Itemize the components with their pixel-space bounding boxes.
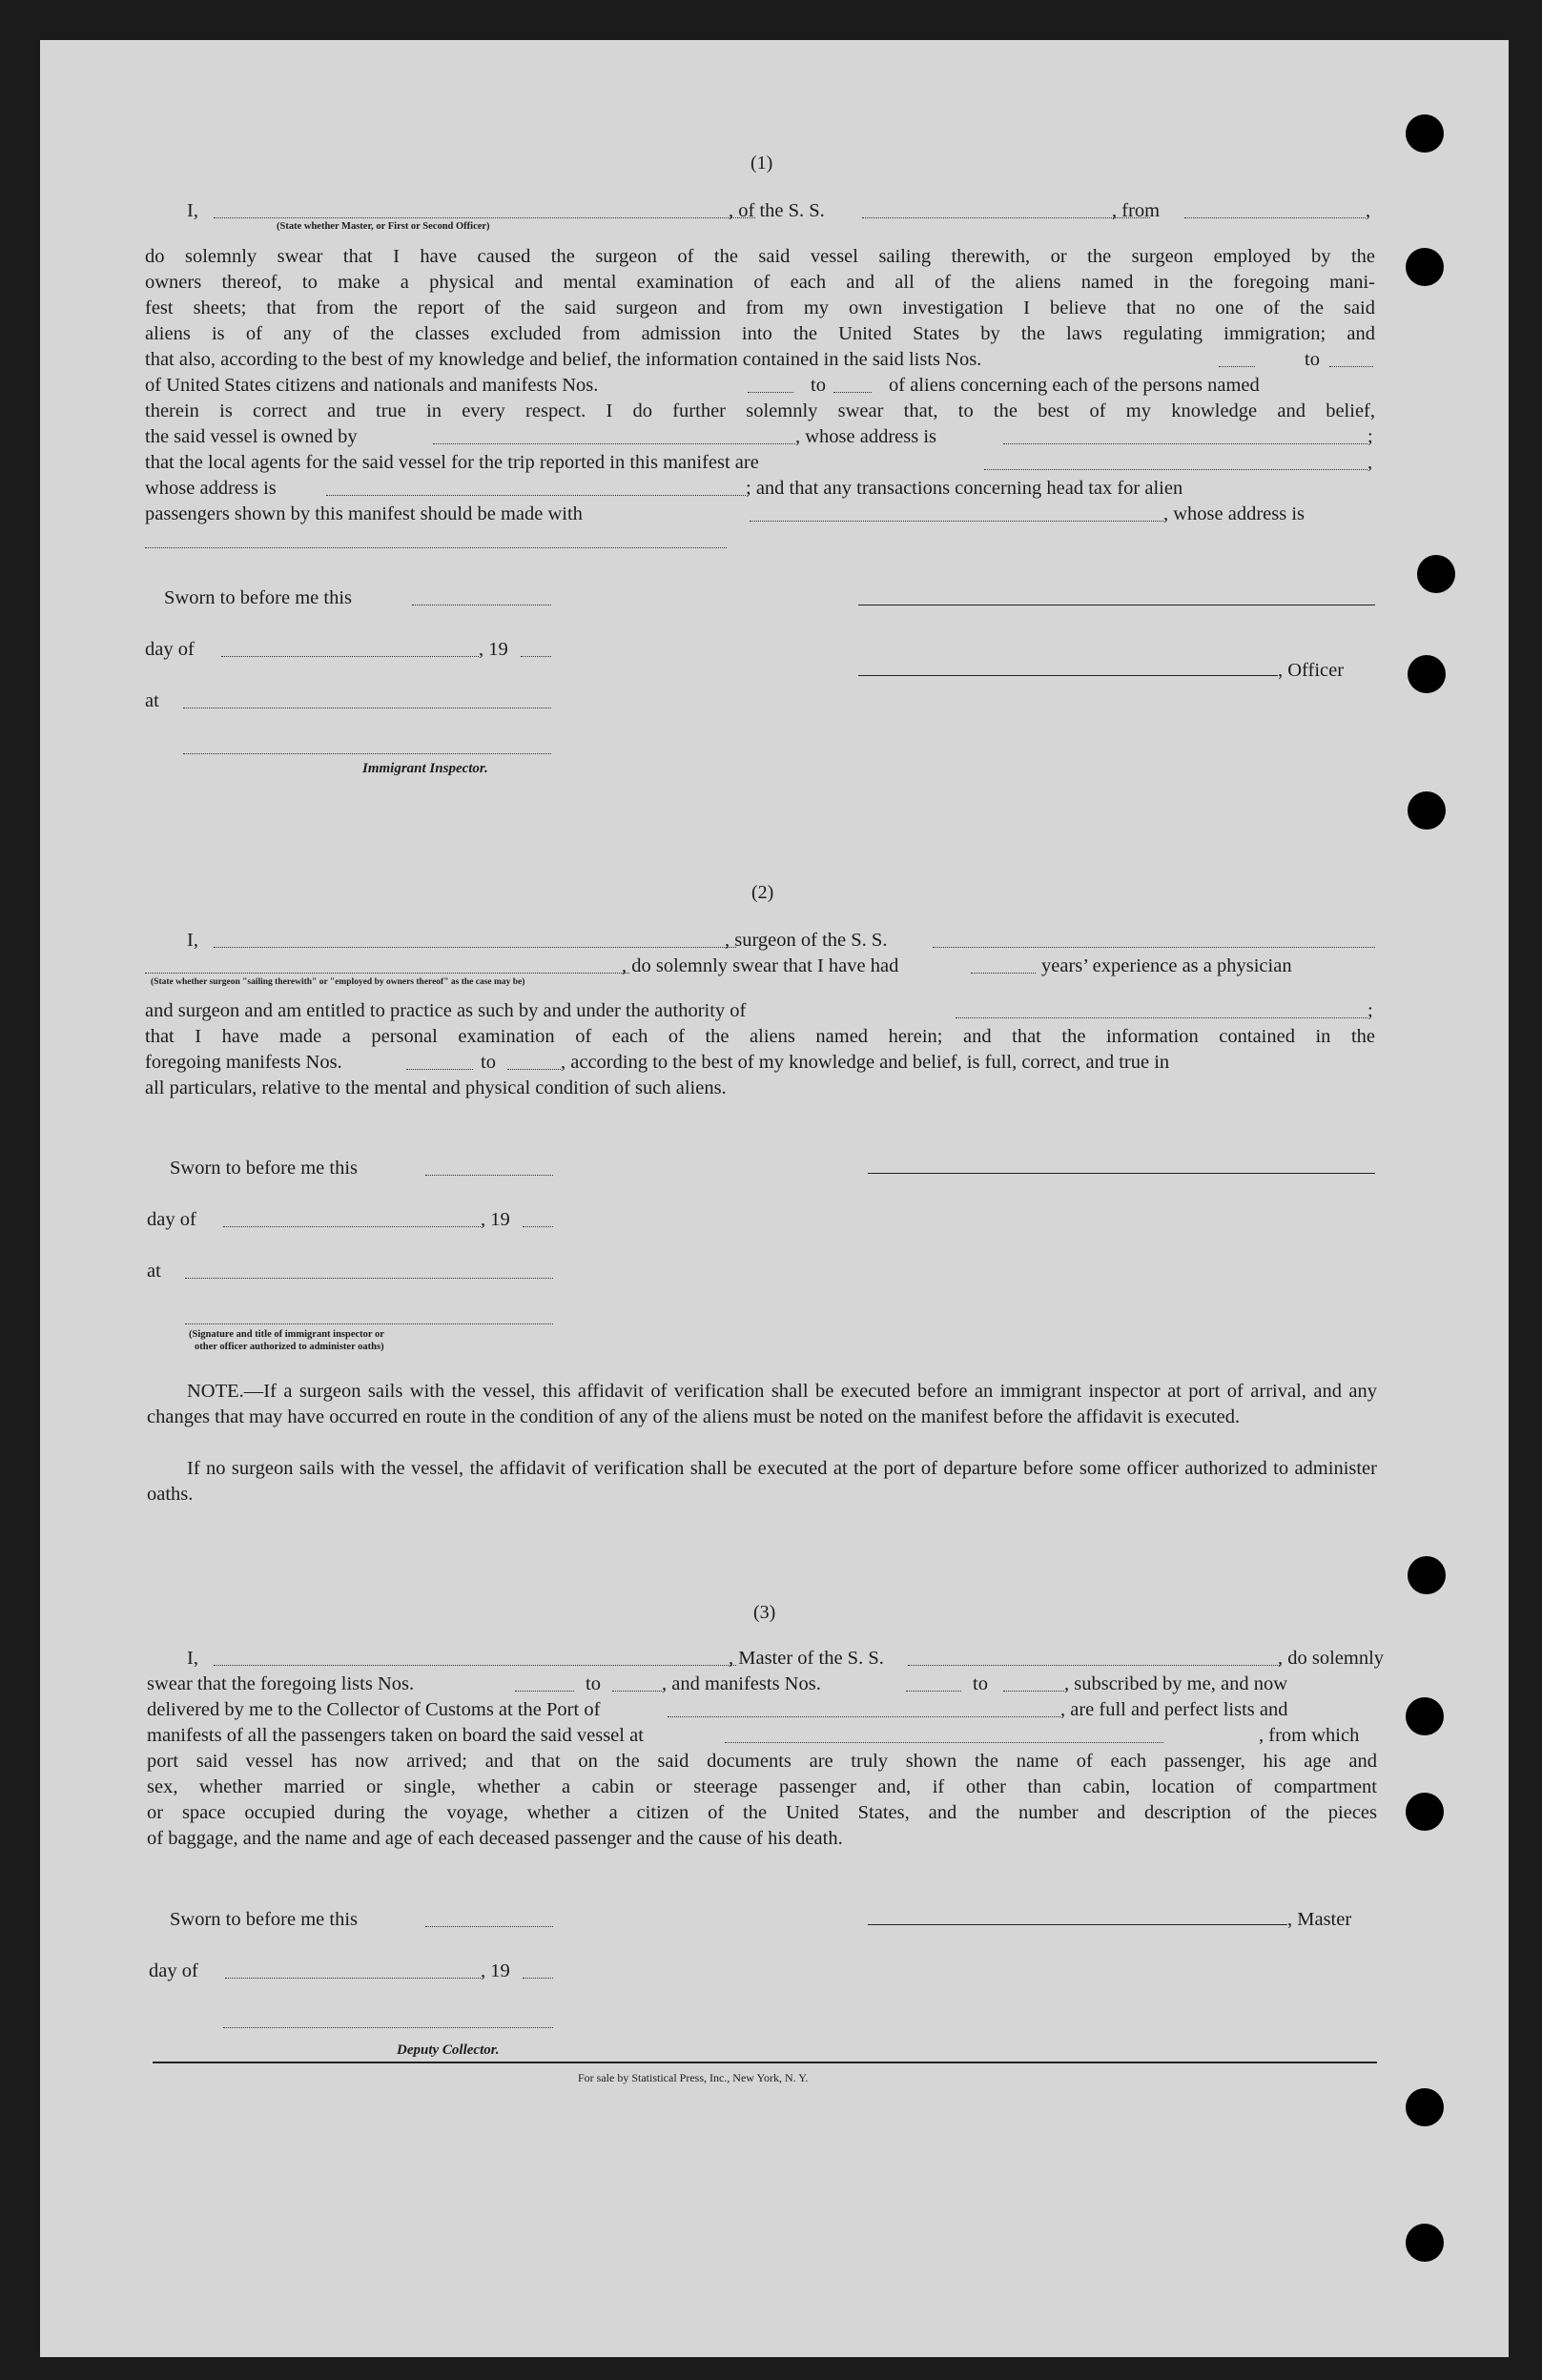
oath-line: ; [1367, 426, 1373, 447]
oath-line: owners thereof, to make a physical and mental examination of each and all of the aliens named in the foregoing mani- [145, 272, 1375, 293]
oath-line: that also, according to the best of my knowledge and belief, the information contained in the said lists Nos. [145, 349, 982, 370]
surgeon-line: that I have made a personal examination of each of the aliens named herein; and that the information contained in the [145, 1026, 1375, 1047]
section-3-heading: (3) [753, 1602, 776, 1623]
sworn-label: Sworn to before me this [164, 587, 352, 608]
signature-hint: other officer authorized to administer oaths) [195, 1342, 384, 1352]
collector-signature-field[interactable] [223, 2027, 553, 2028]
at-field[interactable] [185, 1278, 553, 1279]
vessel-name-field[interactable] [862, 217, 1150, 218]
owner-field[interactable] [433, 443, 795, 444]
at-label: at [145, 690, 159, 711]
master-line: , are full and perfect lists and [1060, 1699, 1288, 1720]
day-of-field[interactable] [225, 1978, 481, 1979]
oath-line: do solemnly swear that I have caused the surgeon of the said vessel sailing therewith, or the surgeon employed by the [145, 246, 1375, 267]
oath-line: that the local agents for the said vessel for the trip reported in this manifest are [145, 452, 759, 473]
oath-comma: , [1366, 200, 1371, 221]
at-label: at [147, 1261, 161, 1282]
agents-address-field[interactable] [326, 495, 746, 496]
surgeon-line: , do solemnly swear that I have had [622, 955, 899, 976]
sworn-label: Sworn to before me this [170, 1158, 358, 1179]
inspector-signature-field[interactable] [185, 1323, 553, 1324]
punch-hole-icon [1406, 2088, 1444, 2126]
surgeon-of-ss: , surgeon of the S. S. [725, 930, 888, 951]
master-lists-from-field[interactable] [515, 1691, 574, 1692]
master-line: delivered by me to the Collector of Customs at the Port of [147, 1699, 601, 1720]
publisher-footer: For sale by Statistical Press, Inc., New York, N. Y. [578, 2071, 809, 2084]
sworn-label: Sworn to before me this [170, 1909, 358, 1930]
oath-to: to [811, 375, 826, 396]
section-2-heading: (2) [751, 882, 774, 903]
punch-hole-icon [1408, 655, 1446, 693]
oath-line: , [1367, 452, 1373, 473]
year-field[interactable] [523, 1226, 553, 1227]
master-vessel-field[interactable] [908, 1665, 1280, 1666]
officer-hint: (State whether Master, or First or Second Officer) [277, 221, 490, 232]
master-to: to [586, 1673, 601, 1694]
lists-to-field[interactable] [1329, 366, 1373, 367]
day-of-field[interactable] [221, 656, 479, 657]
note-text: —If a surgeon sails with the vessel, this affidavit of verification shall be executed before an immigrant inspector at port of arrival, and any changes that may have occurred en route in the condition of any of the aliens must be noted on the manifest before the affidavit is executed. [147, 1381, 1377, 1427]
surgeon-line: years’ experience as a physician [1041, 955, 1292, 976]
form-page [40, 40, 1509, 2357]
master-label: , Master [1287, 1909, 1352, 1930]
day-of-label: day of [149, 1960, 198, 1981]
surgeon-to: to [481, 1052, 496, 1073]
oath-line: ; and that any transactions concerning head tax for alien [746, 478, 1183, 499]
note-label: NOTE. [187, 1381, 244, 1402]
lists-from-field[interactable] [1219, 366, 1255, 367]
master-line: swear that the foregoing lists Nos. [147, 1673, 415, 1694]
oath-line: aliens is of any of the classes excluded from admission into the United States by the laws regulating immigration; and [145, 323, 1375, 344]
note-paragraph: If no surgeon sails with the vessel, the affidavit of verification shall be executed at the port of departure before some officer authorized to administer oaths. [147, 1458, 1377, 1505]
signature-hint: (Signature and title of immigrant inspector or [189, 1329, 384, 1340]
master-line: of baggage, and the name and age of each deceased passenger and the cause of his death. [147, 1828, 843, 1849]
master-lists-to-field[interactable] [612, 1691, 662, 1692]
customs-port-field[interactable] [668, 1716, 1060, 1717]
oath-line: fest sheets; that from the report of the said surgeon and from my own investigation I believe that no one of the said [145, 298, 1375, 318]
surgeon-vessel-field[interactable] [933, 947, 1375, 948]
punch-hole-icon [1406, 1697, 1444, 1735]
oath-line: whose address is [145, 478, 277, 499]
master-manifests-to-field[interactable] [1003, 1691, 1064, 1692]
day-of-field[interactable] [223, 1226, 481, 1227]
surgeon-line: and surgeon and am entitled to practice as such by and under the authority of [145, 1000, 747, 1021]
year-field[interactable] [523, 1978, 553, 1979]
section-1-heading: (1) [750, 153, 773, 174]
master-signature-line[interactable] [868, 1924, 1287, 1925]
oath-line: passengers shown by this manifest should be made with [145, 503, 583, 524]
master-line: , and manifests Nos. [662, 1673, 821, 1694]
master-line: port said vessel has now arrived; and that on the said documents are truly shown the name of each passenger, his age and [147, 1751, 1377, 1772]
footer-rule [153, 2062, 1377, 2063]
surgeon-line: foregoing manifests Nos. [145, 1052, 342, 1073]
year-label: , 19 [481, 1960, 510, 1981]
oath-line: , whose address is [1163, 503, 1306, 524]
officer-label: , Officer [1278, 660, 1345, 681]
surgeon-name-field[interactable] [214, 947, 736, 948]
master-line: sex, whether married or single, whether a cabin or steerage passenger and, if other than cabin, location of compartment [147, 1776, 1377, 1797]
manifests-to-field[interactable] [833, 392, 872, 393]
oath-line: therein is correct and true in every respect. I do further solemnly swear that, to the best of my knowledge and belief, [145, 400, 1375, 421]
oath-from: , from [1112, 200, 1161, 221]
punch-hole-icon [1408, 1556, 1446, 1594]
punch-hole-icon [1417, 555, 1455, 593]
years-experience-field[interactable] [971, 973, 1036, 974]
master-manifests-from-field[interactable] [906, 1691, 961, 1692]
day-of-label: day of [145, 639, 195, 660]
punch-hole-icon [1406, 114, 1444, 153]
year-label: , 19 [481, 1209, 510, 1230]
day-of-label: day of [147, 1209, 196, 1230]
surgeon-line: ; [1367, 1000, 1373, 1021]
oath-to: to [1305, 349, 1320, 370]
sworn-date-field[interactable] [425, 1926, 553, 1927]
boarding-port-field[interactable] [725, 1742, 1163, 1743]
master-to: to [973, 1673, 988, 1694]
master-of-ss: , Master of the S. S. [729, 1648, 884, 1669]
head-tax-address-field[interactable] [145, 547, 727, 548]
surgeon-line: , according to the best of my knowledge and belief, is full, correct, and true in [561, 1052, 1170, 1073]
master-line: manifests of all the passengers taken on board the said vessel at [147, 1725, 644, 1746]
manifests-from-field[interactable] [748, 392, 793, 393]
sworn-date-field[interactable] [425, 1175, 553, 1176]
oath-i-label: I, [187, 200, 198, 221]
deputy-collector-label: Deputy Collector. [397, 2042, 500, 2058]
surgeon-line: all particulars, relative to the mental and physical condition of such aliens. [145, 1077, 727, 1098]
master-i-label: I, [187, 1648, 198, 1669]
oath-line: of United States citizens and nationals and manifests Nos. [145, 375, 599, 396]
head-tax-contact-field[interactable] [750, 521, 1163, 522]
surgeon-manifests-from-field[interactable] [406, 1069, 473, 1070]
master-line: , from which [1259, 1725, 1360, 1746]
punch-hole-icon [1406, 248, 1444, 286]
surgeon-status-field[interactable] [145, 973, 629, 974]
punch-hole-icon [1408, 791, 1446, 830]
agents-field[interactable] [984, 469, 1367, 470]
master-line: or space occupied during the voyage, whether a citizen of the United States, and the number and description of the pieces [147, 1802, 1377, 1823]
oath-line: , whose address is [795, 426, 937, 447]
punch-hole-icon [1406, 2224, 1444, 2262]
inspector-signature-field[interactable] [183, 753, 551, 754]
authority-field[interactable] [956, 1017, 1367, 1018]
master-name-field[interactable] [214, 1665, 736, 1666]
inspector-label: Immigrant Inspector. [362, 761, 488, 776]
master-line: , do solemnly [1278, 1648, 1385, 1669]
port-from-field[interactable] [1184, 217, 1366, 218]
oath-line: the said vessel is owned by [145, 426, 358, 447]
owner-address-field[interactable] [1003, 443, 1367, 444]
surgeon-manifests-to-field[interactable] [507, 1069, 561, 1070]
master-line: , subscribed by me, and now [1064, 1673, 1287, 1694]
year-label: , 19 [479, 639, 508, 660]
oath-line: of aliens concerning each of the persons named [889, 375, 1260, 396]
year-field[interactable] [521, 656, 551, 657]
surgeon-hint: (State whether surgeon "sailing therewith" or "employed by owners thereof" as the case may be) [151, 977, 525, 987]
oath-of-ss: , of the S. S. [729, 200, 825, 221]
surgeon-signature-line[interactable] [868, 1173, 1375, 1174]
surgeon-i-label: I, [187, 930, 198, 951]
punch-hole-icon [1406, 1793, 1444, 1831]
note-paragraph [147, 1379, 1377, 1430]
officer-signature-line[interactable] [858, 675, 1278, 676]
officer-name-field[interactable] [214, 217, 755, 218]
